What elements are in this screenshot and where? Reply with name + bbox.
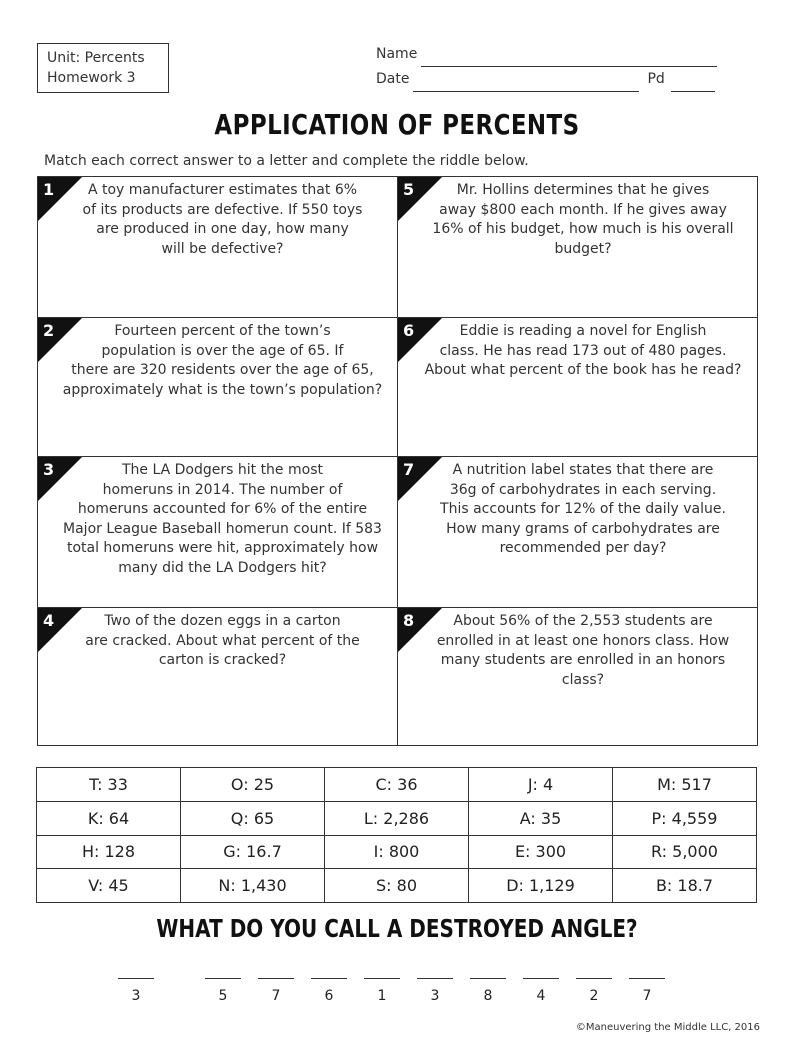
answer-cell: L: 2,286: [325, 801, 469, 835]
problem-text-line: How many grams of carbohydrates are: [446, 520, 720, 537]
answer-row: [37, 835, 757, 869]
problem-text-line: 36g of carbohydrates in each serving.: [449, 481, 717, 498]
instructions: Match each correct answer to a letter and complete the riddle below.: [44, 153, 529, 169]
problem-text-line: enrolled in at least one honors class. How: [436, 632, 730, 649]
homework-label: Homework 3: [47, 70, 136, 86]
problem-number: 7: [403, 460, 415, 479]
problem-7: [398, 456, 758, 607]
answer-cell: P: 4,559: [613, 801, 757, 835]
answer-bank-table: [36, 767, 757, 903]
problem-text-line: 16% of his budget, how much is his overall: [432, 221, 734, 238]
problem-text-line: The LA Dodgers hit the most: [122, 462, 323, 478]
answer-row: [37, 801, 757, 835]
riddle-blank-number: 3: [131, 988, 141, 1004]
problem-number-badge: [398, 177, 442, 221]
riddle-blank[interactable]: [258, 965, 294, 979]
answer-cell: B: 18.7: [613, 869, 757, 903]
date-label: Date: [376, 71, 410, 87]
answer-row: [37, 768, 757, 802]
problem-text-line: Eddie is reading a novel for English: [459, 323, 707, 339]
answer-cell: K: 64: [37, 801, 181, 835]
answer-cell: V: 45: [37, 869, 181, 903]
problem-number-badge: [398, 318, 442, 362]
answer-cell: S: 80: [325, 869, 469, 903]
copyright: ©Maneuvering the Middle LLC, 2016: [575, 1022, 760, 1033]
name-date-fields: [376, 42, 717, 92]
riddle-blank[interactable]: [523, 965, 559, 979]
problem-text-line: recommended per day?: [499, 540, 667, 557]
riddle-blank[interactable]: [364, 965, 400, 979]
date-field[interactable]: [413, 77, 639, 92]
problem-6: [398, 317, 758, 456]
problem-text-line: About what percent of the book has he read?: [424, 362, 742, 379]
riddle-blank-number: 4: [536, 988, 546, 1004]
answer-cell: N: 1,430: [181, 869, 325, 903]
problem-text-line: Major League Baseball homerun count. If 583: [63, 520, 382, 537]
answer-cell: C: 36: [325, 768, 469, 802]
riddle-blank-number: 7: [271, 988, 281, 1004]
problem-number-badge: [38, 318, 82, 362]
riddle-blank[interactable]: [311, 965, 347, 979]
problem-text-line: are produced in one day, how many: [96, 221, 349, 238]
problem-number-badge: [38, 608, 82, 652]
problem-number-badge: [398, 457, 442, 501]
problem-text-line: approximately what is the town’s population?: [62, 381, 383, 398]
problem-text-line: class. He has read 173 out of 480 pages.: [439, 342, 727, 359]
unit-info-box: [37, 43, 169, 93]
name-field[interactable]: [421, 52, 717, 67]
problem-number: 6: [403, 321, 415, 340]
riddle-question: WHAT DO YOU CALL A DESTROYED ANGLE?: [156, 914, 638, 943]
problem-text-line: A nutrition label states that there are: [452, 462, 714, 478]
riddle-blank-number: 1: [377, 988, 387, 1004]
answer-cell: R: 5,000: [613, 835, 757, 869]
problem-number-badge: [398, 608, 442, 652]
problem-text-line: many did the LA Dodgers hit?: [118, 559, 327, 576]
problem-number: 8: [403, 611, 415, 630]
answer-cell: M: 517: [613, 768, 757, 802]
problem-2: [38, 317, 398, 456]
problem-text-line: budget?: [554, 240, 612, 257]
problem-number: 4: [43, 611, 55, 630]
problem-text-line: population is over the age of 65. If: [101, 342, 344, 359]
unit-label: Unit: Percents: [47, 50, 145, 66]
problem-text-line: will be defective?: [161, 240, 284, 257]
problem-number: 5: [403, 180, 415, 199]
riddle-blank[interactable]: [205, 965, 241, 979]
problem-8: [398, 607, 758, 745]
riddle-blank[interactable]: [470, 965, 506, 979]
problem-text-line: away $800 each month. If he gives away: [439, 201, 727, 218]
problem-number: 3: [43, 460, 55, 479]
problem-text-line: A toy manufacturer estimates that 6%: [87, 182, 358, 198]
riddle-blank-number: 3: [430, 988, 440, 1004]
answer-cell: H: 128: [37, 835, 181, 869]
problem-text-line: are cracked. About what percent of the: [85, 632, 360, 649]
problem-number: 1: [43, 180, 55, 199]
riddle-blank[interactable]: [417, 965, 453, 979]
riddle-blank[interactable]: [576, 965, 612, 979]
problem-text-line: This accounts for 12% of the daily value.: [440, 501, 726, 518]
answer-cell: A: 35: [469, 801, 613, 835]
problem-text-line: there are 320 residents over the age of 65,: [71, 362, 374, 379]
problem-text-line: About 56% of the 2,553 students are: [453, 613, 713, 629]
problem-text-line: Two of the dozen eggs in a carton: [104, 613, 341, 629]
riddle-blank-number: 6: [324, 988, 334, 1004]
problem-5: [398, 177, 758, 317]
problem-number-badge: [38, 457, 82, 501]
riddle-blank[interactable]: [118, 965, 154, 979]
problem-3: [38, 456, 398, 607]
answer-cell: O: 25: [181, 768, 325, 802]
problem-text-line: of its products are defective. If 550 toys: [82, 201, 363, 218]
answer-cell: T: 33: [37, 768, 181, 802]
riddle-blank-number: 8: [483, 988, 493, 1004]
problem-text-line: many students are enrolled in an honors: [440, 652, 726, 669]
answer-cell: I: 800: [325, 835, 469, 869]
riddle-blank[interactable]: [629, 965, 665, 979]
answer-cell: D: 1,129: [469, 869, 613, 903]
problem-4: [38, 607, 398, 745]
page-title: APPLICATION OF PERCENTS: [214, 108, 580, 141]
answer-cell: E: 300: [469, 835, 613, 869]
problem-1: [38, 177, 398, 317]
riddle-blank-number: 5: [218, 988, 228, 1004]
problem-text-line: class?: [561, 671, 605, 688]
problem-number-badge: [38, 177, 82, 221]
problem-text-line: homeruns in 2014. The number of: [102, 481, 343, 498]
name-label: Name: [376, 46, 418, 62]
problem-grid: [37, 176, 758, 746]
answer-cell: G: 16.7: [181, 835, 325, 869]
period-field[interactable]: [671, 77, 715, 92]
riddle-blank-number: 7: [642, 988, 652, 1004]
riddle-blank-number: 2: [589, 988, 599, 1004]
problem-text-line: homeruns accounted for 6% of the entire: [77, 501, 368, 518]
problem-text-line: Fourteen percent of the town’s: [114, 323, 331, 339]
answer-row: [37, 869, 757, 903]
problem-text-line: Mr. Hollins determines that he gives: [456, 182, 710, 198]
period-label: Pd: [647, 71, 665, 87]
problem-number: 2: [43, 321, 55, 340]
answer-cell: J: 4: [469, 768, 613, 802]
problem-text-line: total homeruns were hit, approximately how: [66, 540, 379, 557]
answer-cell: Q: 65: [181, 801, 325, 835]
problem-text-line: carton is cracked?: [158, 652, 287, 669]
